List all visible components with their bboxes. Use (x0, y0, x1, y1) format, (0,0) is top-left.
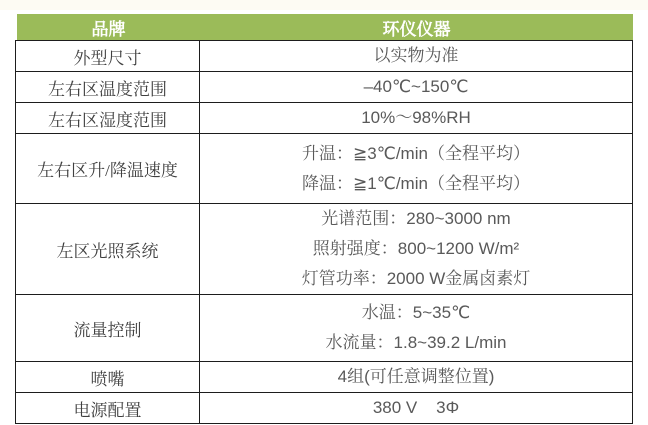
value-line: 10%～98%RH (361, 108, 471, 127)
row-label: 左右区温度范围 (16, 72, 200, 103)
spec-table-body (15, 40, 633, 424)
table-row (16, 134, 633, 204)
table-row (16, 362, 633, 393)
value-line: 灯管功率：2000 W金属卤素灯 (301, 269, 531, 288)
row-value (200, 103, 633, 134)
row-label: 外型尺寸 (16, 41, 200, 72)
row-value (200, 295, 633, 362)
row-value (200, 204, 633, 295)
row-label: 电源配置 (16, 393, 200, 424)
row-label: 流量控制 (16, 295, 200, 362)
value-line: –40℃~150℃ (363, 77, 469, 96)
header-brand-value: 环仪仪器 (382, 19, 451, 39)
row-value (200, 41, 633, 72)
value-line: 水温：5~35℃ (361, 303, 471, 322)
row-value (200, 393, 633, 424)
value-line: 380 V 3Φ (372, 398, 460, 417)
row-value (200, 72, 633, 103)
table-row (16, 204, 633, 295)
row-label: 左右区湿度范围 (16, 103, 200, 134)
row-value (200, 134, 633, 204)
table-row (16, 393, 633, 424)
table-row (16, 72, 633, 103)
row-label: 左右区升/降温速度 (16, 134, 200, 204)
table-header-row (17, 14, 633, 40)
row-label: 左区光照系统 (16, 204, 200, 295)
table-row (16, 41, 633, 72)
table-row (16, 103, 633, 134)
spec-table (15, 14, 633, 424)
value-line: 降温：≧1℃/min（全程平均） (302, 173, 530, 193)
value-line: 水流量：1.8~39.2 L/min (325, 333, 507, 352)
value-line: 4组(可任意调整位置) (337, 367, 495, 386)
value-line: 光谱范围：280~3000 nm (321, 209, 511, 228)
header-brand-label: 品牌 (91, 19, 126, 39)
top-strip (0, 0, 648, 10)
row-value (200, 362, 633, 393)
table-row (16, 295, 633, 362)
value-line: 升温：≧3℃/min（全程平均） (302, 143, 530, 163)
value-line: 以实物为准 (373, 46, 459, 65)
row-label: 喷嘴 (16, 362, 200, 393)
value-line: 照射强度：800~1200 W/m² (312, 239, 520, 258)
